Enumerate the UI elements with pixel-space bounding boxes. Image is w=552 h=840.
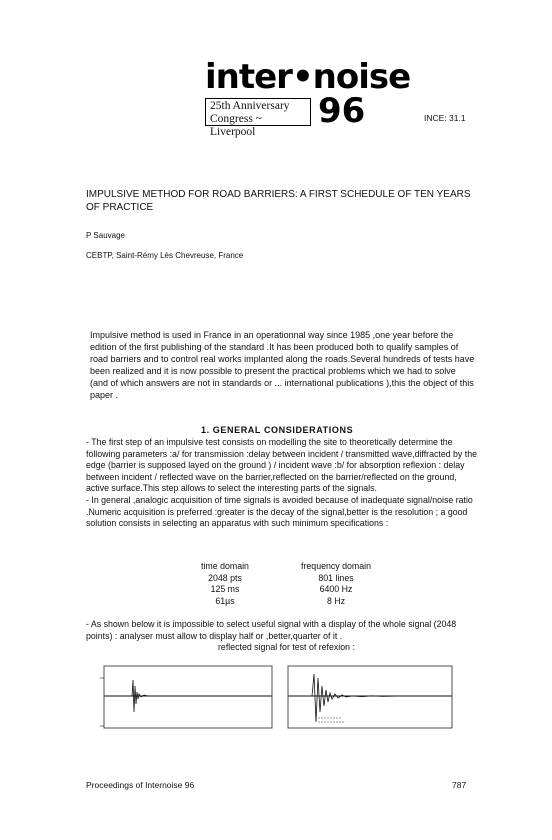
- abstract-paragraph: Impulsive method is used in France in an operationnal way since 1985 ,one year before the edition of the first publishing of the standard .It has been produced both to qualify samples of road barriers and to control real works implanted along the roads.Several hundreds of tests have been realized and it is now possible to present the practical problems which we had to solve (and of which answers are not in standards or ... international publications ),this the object of this paper .: [90, 330, 475, 400]
- spec-time-header: time domain: [201, 561, 249, 571]
- plot-frame: [104, 666, 272, 728]
- footer-page-number: 787: [452, 780, 467, 790]
- spec-time-row: 61µs: [215, 595, 235, 606]
- signal-plot-zoomed: [282, 652, 458, 742]
- spec-freq-row: 8 Hz: [326, 595, 346, 606]
- spec-freq-header: frequency domain: [301, 561, 371, 571]
- spec-frequency-column: [295, 561, 377, 607]
- paper-affiliation: CEBTP, Saint-Rémy Lès Chevreuse, France: [86, 251, 244, 260]
- section-heading: 1. GENERAL CONSIDERATIONS: [201, 425, 354, 435]
- spec-time-row: 125 ms: [210, 584, 240, 594]
- section-body: [86, 437, 478, 530]
- signal-impulse: [312, 674, 402, 722]
- conference-logo-box: [205, 98, 311, 138]
- figure-caption: reflected signal for test of refexion :: [218, 642, 355, 652]
- spec-time-row: 2048 pts: [208, 572, 242, 583]
- logo-box-line-1: 25th Anniversary: [210, 100, 290, 112]
- body-paragraph-3: - As shown below it is impossible to select useful signal with a display of the whole signal (2048 points) : analyser must allow to display half or ,better,quarter of it .: [86, 619, 457, 641]
- signal-plot-whole: [86, 652, 276, 742]
- paper-code: INCE: 31.1: [424, 113, 466, 123]
- spec-freq-row: 6400 Hz: [319, 584, 353, 594]
- conference-logo-word: inter•noise: [205, 57, 411, 97]
- spec-time-column: [197, 561, 253, 607]
- footer-proceedings: Proceedings of Internoise 96: [86, 780, 195, 790]
- body-paragraph-2: - In general ,analogic acquisition of time signals is avoided because of inadequate signal/noise ratio .Numeric acquisition is preferred :greater is the decay of the signal,better is the resolution ; a good solution consists in selecting an apparatus with such minimum specifications :: [86, 494, 473, 529]
- body-paragraph-1: - The first step of an impulsive test consists on modelling the site to theoretically determine the following parameters :a/ for transmission :delay between incident / transmitted wave,diffracted by the edge (barrier is supposed layed on the ground ) / incident wave :b/ for absorption reflexion : delay between incident / reflected wave on the barrier,reflected on the barrier/reflected on the ground, active surface.This step allows to select the interesting parts of the signals.: [86, 437, 478, 494]
- logo-box-line-2: Congress ~ Liverpool: [210, 113, 262, 138]
- paper-author: P Sauvage: [86, 231, 125, 240]
- conference-logo-year: 96: [318, 91, 366, 131]
- spec-freq-row: 801 lines: [318, 572, 354, 583]
- plot-frame: [288, 666, 452, 728]
- paper-title: IMPULSIVE METHOD FOR ROAD BARRIERS: A FIRST SCHEDULE OF TEN YEARS OF PRACTICE: [86, 189, 471, 213]
